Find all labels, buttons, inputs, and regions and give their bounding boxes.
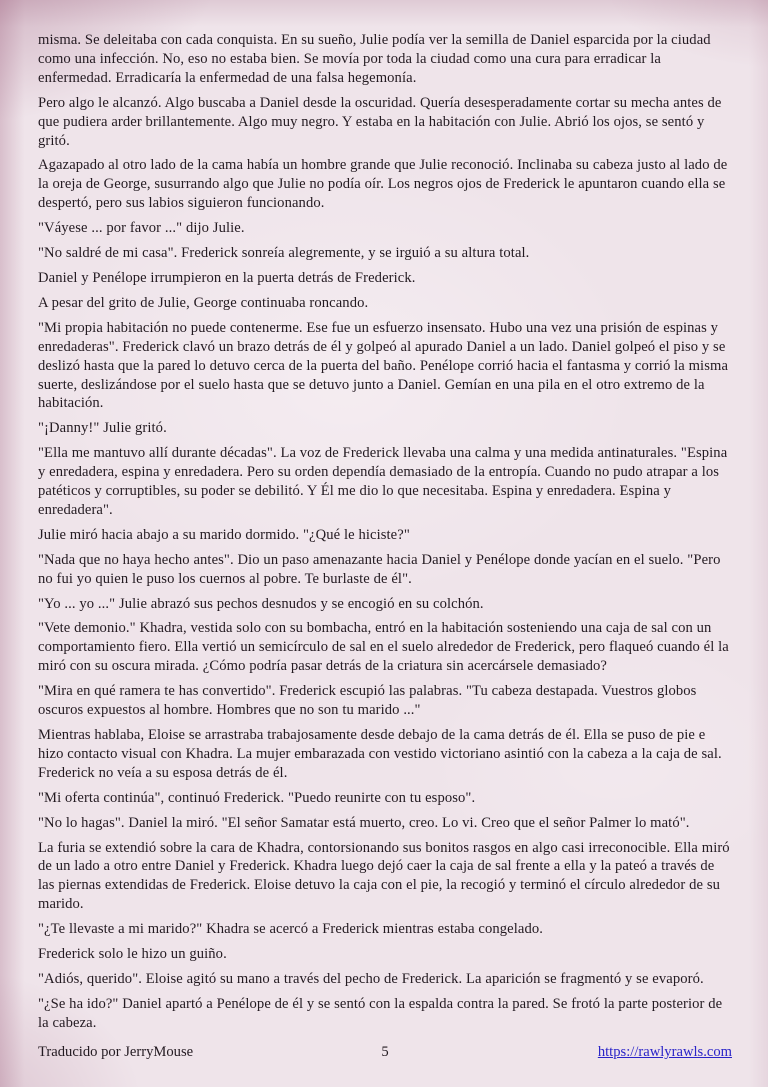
paragraph: Agazapado al otro lado de la cama había un hombre grande que Julie reconoció. Inclinaba su cabeza justo al lado de la oreja de George, susurrando algo que Julie no podía oír. Los negros ojos de Frederick le apuntaron cuando ella se despertó, pero sus labios siguieron funcionando. [38, 157, 728, 212]
paragraph: "Adiós, querido". Eloise agitó su mano a través del pecho de Frederick. La aparición se fragmentó y se evaporó. [38, 970, 704, 987]
paragraph: Julie miró hacia abajo a su marido dormido. "¿Qué le hiciste?" [38, 526, 410, 543]
page-footer [38, 1044, 732, 1064]
paragraph: "No saldré de mi casa". Frederick sonreía alegremente, y se irguió a su altura total. [38, 245, 530, 262]
site-link[interactable]: https://rawlyrawls.com [597, 1044, 732, 1060]
paragraph: misma. Se deleitaba con cada conquista. En su sueño, Julie podía ver la semilla de Daniel esparcida por la ciudad como una infección. No, eso no estaba bien. Se movía por toda la ciudad como una cura para erradicar la enfermedad. Erradicaría la enfermedad de una falsa hegemonía. [38, 32, 711, 86]
translator-credit: Traducido por JerryMouse [38, 1044, 194, 1060]
paragraph: Mientras hablaba, Eloise se arrastraba trabajosamente desde debajo de la cama detrás de él. Ella se puso de pie e hizo contacto visual con Khadra. La mujer embarazada con vestido victoriano asintió con la cabeza a la caja de sal. Frederick no veía a su esposa detrás de él. [38, 727, 722, 781]
paragraph: Pero algo le alcanzó. Algo buscaba a Daniel desde la oscuridad. Quería desesperadamente cortar su mecha antes de que pudiera arder brillantemente. Algo muy negro. Y estaba en la habitación con Julie. Abrió los ojos, se sentó y gritó. [38, 94, 722, 149]
page-text [38, 31, 732, 1039]
paragraph: "Vete demonio." Khadra, vestida solo con su bombacha, entró en la habitación sosteniendo una caja de sal con un comportamiento fiero. Ella vertió un semicírculo de sal en el suelo alrededor de Frederick, pero flaqueó cuando él la miró con su oscura mirada. ¿Cómo podría pasar detrás de la criatura sin acercársele demasiado? [38, 620, 729, 675]
paragraph: "Mi oferta continúa", continuó Frederick. "Puedo reunirte con tu esposo". [38, 789, 476, 806]
paragraph: "Mira en qué ramera te has convertido". Frederick escupió las palabras. "Tu cabeza destapada. Vuestros globos oscuros expuestos al hombre. Hombres que no son tu marido ..." [38, 683, 697, 719]
paragraph: Daniel y Penélope irrumpieron en la puerta detrás de Frederick. [38, 269, 416, 286]
paragraph: "¿Se ha ido?" Daniel apartó a Penélope de él y se sentó con la espalda contra la pared. Se frotó la parte posterior de la cabeza. [38, 995, 723, 1031]
paragraph: "¿Te llevaste a mi marido?" Khadra se acercó a Frederick mientras estaba congelado. [38, 921, 544, 938]
paragraph: A pesar del grito de Julie, George continuaba roncando. [38, 294, 369, 311]
paragraph: Frederick solo le hizo un guiño. [38, 946, 227, 963]
paragraph: La furia se extendió sobre la cara de Khadra, contorsionando sus bonitos rasgos en algo casi irreconocible. Ella miró de un lado a otro entre Daniel y Frederick. Khadra luego dejó caer la caja de sal frente a ella y la pateó a través de las piernas extendidas de Frederick. Eloise detuvo la caja con el pie, la recogió y terminó el círculo alrededor de su marido. [38, 839, 730, 913]
page-number: 5 [381, 1044, 389, 1060]
paragraph: "Mi propia habitación no puede contenerme. Ese fue un esfuerzo insensato. Hubo una vez una prisión de espinas y enredaderas". Frederick clavó un brazo detrás de él y golpeó al apurado Daniel a un lado. Daniel golpeó el piso y se deslizó hasta que la pared lo detuvo cerca de la puerta del baño. Penélope corrió hacia el fantasma y corrió la misma suerte, deslizándose por el suelo hasta que se detuvo junto a Daniel. Gemían en una pila en el otro extremo de la habitación. [38, 319, 729, 412]
paragraph: "¡Danny!" Julie gritó. [38, 420, 167, 437]
paragraph: "No lo hagas". Daniel la miró. "El señor Samatar está muerto, creo. Lo vi. Creo que el señor Palmer lo mató". [38, 814, 690, 831]
paragraph: "Yo ... yo ..." Julie abrazó sus pechos desnudos y se encogió en su colchón. [38, 595, 484, 612]
paragraph: "Váyese ... por favor ..." dijo Julie. [38, 220, 245, 237]
paragraph: "Ella me mantuvo allí durante décadas". La voz de Frederick llevaba una calma y una medida antinaturales. "Espina y enredadera, espina y enredadera. Pero su orden dependía demasiado de la entropía. Cuando no pudo atrapar a los patéticos y corruptibles, su poder se debilitó. Y Él me dio lo que necesitaba. Espina y enredadera. Espina y enredadera". [38, 445, 728, 518]
paragraph: "Nada que no haya hecho antes". Dio un paso amenazante hacia Daniel y Penélope donde yacían en el suelo. "Pero no fui yo quien le puso los cuernos al pobre. Te burlaste de él". [38, 551, 721, 587]
